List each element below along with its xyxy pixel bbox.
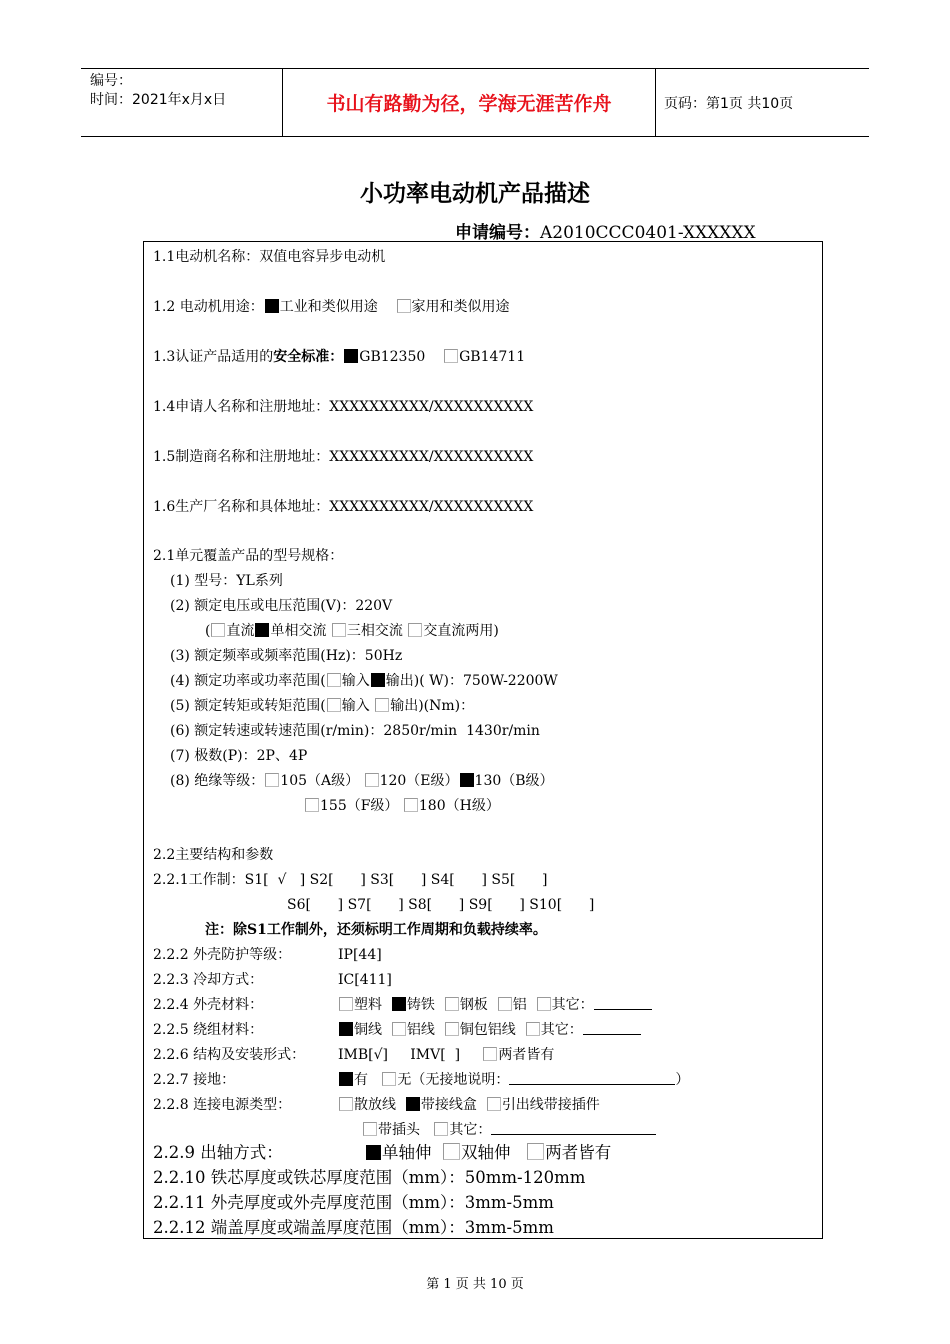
checkbox[interactable] xyxy=(498,997,512,1011)
checkbox[interactable] xyxy=(526,1022,540,1036)
factory-row: 1.6生产厂名称和具体地址：XXXXXXXXXX/XXXXXXXXXX xyxy=(153,499,534,515)
winding-material-row xyxy=(153,1020,583,1040)
checkbox[interactable] xyxy=(527,1143,544,1160)
checkbox-checked[interactable] xyxy=(339,1072,353,1086)
shaft-label: 2.2.9 出轴方式： xyxy=(153,1143,283,1162)
mounting-label: 2.2.6 结构及安装形式： xyxy=(153,1047,306,1063)
ground-yes: 有 xyxy=(354,1072,368,1088)
duty-row-2: S6[ ] S7[ ] S8[ ] S9[ ] S10[ ] xyxy=(287,897,595,913)
shell-thickness-row: 2.2.11 外壳厚度或外壳厚度范围（mm）：3mm-5mm xyxy=(153,1193,554,1212)
power-input: 输入 xyxy=(341,673,370,689)
checkbox[interactable] xyxy=(363,1122,377,1136)
application-label: 申请编号： xyxy=(455,223,540,243)
power-row xyxy=(170,671,558,691)
checkbox[interactable] xyxy=(537,997,551,1011)
use-household: 家用和类似用途 xyxy=(411,299,510,315)
blank-line[interactable] xyxy=(583,1020,641,1035)
checkbox[interactable] xyxy=(445,997,459,1011)
mount-both: 两者皆有 xyxy=(498,1047,555,1063)
insul-f: 155（F级） xyxy=(320,798,399,814)
checkbox[interactable] xyxy=(483,1047,497,1061)
torque-output: 输出)(Nm)： xyxy=(390,698,475,714)
cooling-label: 2.2.3 冷却方式： xyxy=(153,972,264,988)
current-ac1: 单相交流 xyxy=(270,623,327,639)
ip-row xyxy=(153,945,382,965)
insul-e: 120（E级） xyxy=(379,773,459,789)
paren: ( xyxy=(205,623,211,639)
cooling-row xyxy=(153,970,392,990)
endcap-thickness-row: 2.2.12 端盖厚度或端盖厚度范围（mm）：3mm-5mm xyxy=(153,1218,554,1237)
mount-imb: IMB[√] xyxy=(338,1047,388,1063)
current-type-row xyxy=(205,621,499,641)
shell-iron: 铸铁 xyxy=(406,997,435,1013)
document-title: 小功率电动机产品描述 xyxy=(360,181,590,207)
checkbox[interactable] xyxy=(265,773,279,787)
safety-standard-row xyxy=(153,347,525,367)
checkbox[interactable] xyxy=(397,299,411,313)
page-info: 页码：第1页 共10页 xyxy=(664,95,794,112)
page-footer: 第 1 页 共 10 页 xyxy=(426,1277,524,1292)
checkbox-checked[interactable] xyxy=(265,299,279,313)
use-label: 1.2 电动机用途： xyxy=(153,299,264,315)
power-label: (4) 额定功率或功率范围( xyxy=(170,673,326,689)
checkbox[interactable] xyxy=(408,623,422,637)
current-acdc: 交直流两用) xyxy=(423,623,499,639)
section-2-2-heading: 2.2主要结构和参数 xyxy=(153,847,274,863)
winding-label: 2.2.5 绕组材料： xyxy=(153,1022,264,1038)
number-label: 编号： xyxy=(90,73,132,89)
paren-close: ） xyxy=(675,1072,690,1088)
current-ac3: 三相交流 xyxy=(346,623,403,639)
checkbox[interactable] xyxy=(305,798,319,812)
ground-no: 无（无接地说明： xyxy=(397,1072,510,1088)
manufacturer-row: 1.5制造商名称和注册地址：XXXXXXXXXX/XXXXXXXXXX xyxy=(153,449,534,465)
use-industrial: 工业和类似用途 xyxy=(279,299,378,315)
checkbox[interactable] xyxy=(445,1022,459,1036)
time-label: 时间：2021年x月x日 xyxy=(90,92,227,108)
checkbox-checked[interactable] xyxy=(460,773,474,787)
insul-a: 105（A级） xyxy=(280,773,360,789)
duty-note: 注：除S1工作制外，还须标明工作周期和负载持续率。 xyxy=(205,922,547,938)
checkbox[interactable] xyxy=(404,798,418,812)
ip-value: IP[44] xyxy=(338,947,382,963)
connection-row-2 xyxy=(362,1120,656,1140)
checkbox-checked[interactable] xyxy=(366,1145,381,1160)
mounting-row xyxy=(153,1045,555,1065)
ip-label: 2.2.2 外壳防护等级： xyxy=(153,947,292,963)
blank-line[interactable] xyxy=(491,1120,656,1135)
page-header xyxy=(81,68,869,137)
insul-h: 180（H级） xyxy=(418,798,500,814)
torque-input: 输入 xyxy=(341,698,370,714)
torque-row xyxy=(170,696,474,716)
checkbox[interactable] xyxy=(444,349,458,363)
wind-cu: 铜线 xyxy=(354,1022,382,1038)
checkbox-checked[interactable] xyxy=(392,997,406,1011)
checkbox[interactable] xyxy=(434,1122,448,1136)
checkbox[interactable] xyxy=(211,623,225,637)
torque-label: (5) 额定转矩或转矩范围( xyxy=(170,698,326,714)
checkbox[interactable] xyxy=(327,673,341,687)
std-gb12350: GB12350 xyxy=(359,349,426,365)
shell-steel: 钢板 xyxy=(459,997,488,1013)
std-label-bold: 安全标准： xyxy=(273,349,344,365)
header-info-cell xyxy=(81,69,282,136)
std-gb14711: GB14711 xyxy=(459,349,526,365)
checkbox-checked[interactable] xyxy=(371,673,385,687)
motto: 书山有路勤为径，学海无涯苦作舟 xyxy=(282,69,656,136)
wind-cual: 铜包铝线 xyxy=(459,1022,516,1038)
shell-plastic: 塑料 xyxy=(354,997,382,1013)
section-2-1-heading: 2.1单元覆盖产品的型号规格： xyxy=(153,548,344,564)
conn-loose: 散放线 xyxy=(354,1097,396,1113)
checkbox[interactable] xyxy=(375,698,389,712)
conn-other: 其它： xyxy=(449,1122,492,1138)
shell-al: 铝 xyxy=(512,997,527,1013)
speed-row: (6) 额定转速或转速范围(r/min)：2850r/min 1430r/min xyxy=(170,723,540,739)
insulation-row-2 xyxy=(304,796,500,816)
model-row: (1) 型号：YL系列 xyxy=(170,573,283,589)
mount-imv: IMV[ ] xyxy=(410,1047,461,1063)
current-dc: 直流 xyxy=(226,623,255,639)
insulation-row xyxy=(170,771,554,791)
std-label: 1.3认证产品适用的 xyxy=(153,349,274,365)
checkbox[interactable] xyxy=(339,997,353,1011)
conn-box: 带接线盒 xyxy=(420,1097,477,1113)
duty-row-1: 2.2.1工作制：S1[ √ ] S2[ ] S3[ ] S4[ ] S5[ ] xyxy=(153,872,548,888)
checkbox-checked[interactable] xyxy=(339,1022,353,1036)
shell-label: 2.2.4 外壳材料： xyxy=(153,997,264,1013)
cooling-value: IC[411] xyxy=(338,972,392,988)
checkbox[interactable] xyxy=(327,698,341,712)
connection-label: 2.2.8 连接电源类型： xyxy=(153,1097,292,1113)
blank-line[interactable] xyxy=(594,995,652,1010)
applicant-row: 1.4申请人名称和注册地址：XXXXXXXXXX/XXXXXXXXXX xyxy=(153,399,534,415)
application-number xyxy=(455,218,756,243)
checkbox[interactable] xyxy=(487,1097,501,1111)
wind-al: 铝线 xyxy=(406,1022,435,1038)
checkbox[interactable] xyxy=(339,1097,353,1111)
shaft-both: 两者皆有 xyxy=(545,1143,612,1162)
shaft-double: 双轴伸 xyxy=(461,1143,511,1162)
checkbox-checked[interactable] xyxy=(255,623,269,637)
frequency-row: (3) 额定频率或频率范围(Hz)：50Hz xyxy=(170,648,403,664)
checkbox[interactable] xyxy=(365,773,379,787)
checkbox-checked[interactable] xyxy=(344,349,358,363)
power-output: 输出)( W)：750W-2200W xyxy=(385,673,558,689)
conn-plug: 引出线带接插件 xyxy=(501,1097,600,1113)
wind-other: 其它： xyxy=(540,1022,583,1038)
poles-row: (7) 极数(P)：2P、4P xyxy=(170,748,308,764)
grounding-label: 2.2.7 接地： xyxy=(153,1072,236,1088)
connection-row xyxy=(153,1095,600,1115)
shaft-row xyxy=(153,1143,612,1163)
shell-material-row xyxy=(153,995,594,1015)
insul-b: 130（B级） xyxy=(474,773,554,789)
checkbox[interactable] xyxy=(392,1022,406,1036)
motor-use-row xyxy=(153,297,510,317)
insulation-label: (8) 绝缘等级： xyxy=(170,773,265,789)
checkbox[interactable] xyxy=(332,623,346,637)
shell-other: 其它： xyxy=(551,997,594,1013)
grounding-row xyxy=(153,1070,690,1090)
shaft-single: 单轴伸 xyxy=(382,1143,432,1162)
core-thickness-row: 2.2.10 铁芯厚度或铁芯厚度范围（mm）：50mm-120mm xyxy=(153,1168,586,1187)
application-value: A2010CCC0401-XXXXXX xyxy=(540,223,756,243)
voltage-row: (2) 额定电压或电压范围(V)：220V xyxy=(170,598,393,614)
checkbox-checked[interactable] xyxy=(406,1097,420,1111)
checkbox[interactable] xyxy=(443,1143,460,1160)
blank-line[interactable] xyxy=(509,1070,675,1085)
motor-name: 1.1电动机名称：双值电容异步电动机 xyxy=(153,249,386,265)
conn-head: 带插头 xyxy=(378,1122,420,1138)
checkbox[interactable] xyxy=(382,1072,396,1086)
